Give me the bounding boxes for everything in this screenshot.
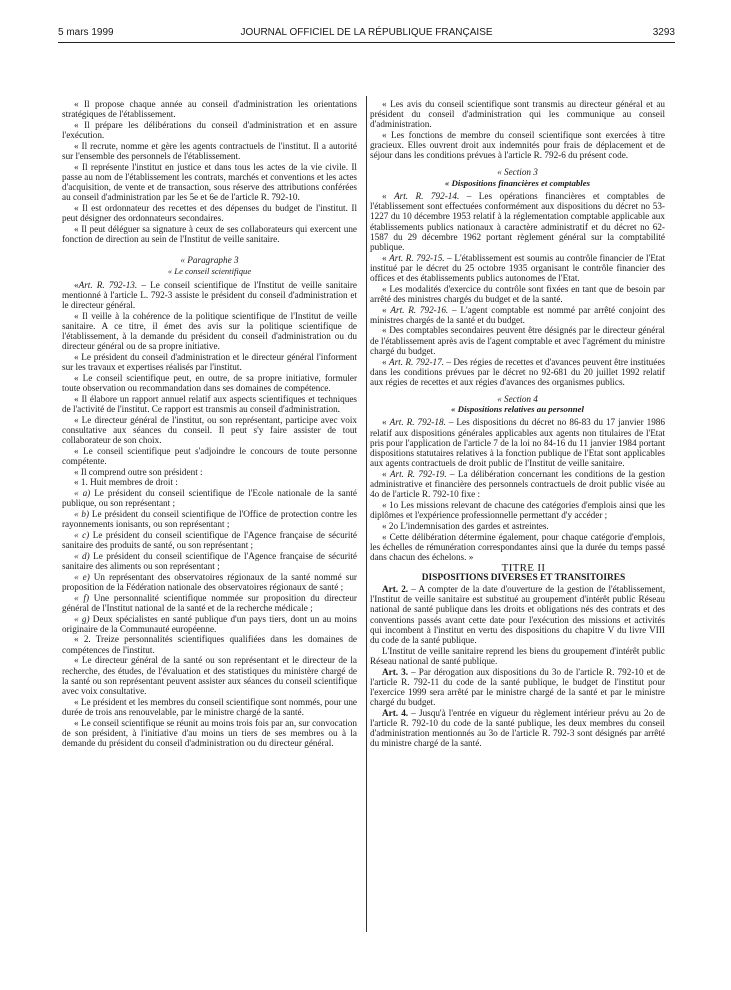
list-item: [62, 509, 357, 529]
list-item: [62, 530, 357, 550]
paragraph: « Cette délibération détermine également, pour chaque catégorie d'emplois, les échelles de rémunération correspondantes ainsi que la durée du temps passé dans chacun des échelons. »: [370, 531, 665, 562]
paragraph: « Il élabore un rapport annuel relatif aux aspects scientifiques et techniques de l'activité de l'institut. Ce rapport est transmis au conseil d'administration.: [62, 393, 357, 414]
list-label: « d): [74, 550, 90, 561]
article-text: – L'établissement est soumis au contrôle financier de l'Etat institué par le décret du 25 octobre 1935 organisant le contrôle financier des offices et des établissements publics autonomes de l'Etat.: [370, 252, 665, 283]
article-label: Art. 3.: [382, 666, 409, 677]
list-label: « a): [74, 488, 91, 499]
section-heading: « Section 4: [497, 393, 538, 404]
article-reference: Art. R. 792-17.: [388, 356, 445, 367]
list-item: [62, 593, 357, 613]
list-label: « f): [74, 592, 90, 603]
paragraph: « 2o L'indemnisation des gardes et astreintes.: [382, 520, 549, 531]
paragraph: « Les modalités d'exercice du contrôle sont fixées en tant que de besoin par arrêté des ministres chargés du budget et de la santé.: [370, 283, 665, 304]
article-text: – A compter de la date d'ouverture de la gestion de l'établissement, l'Institut de veille sanitaire est substitué au groupement d'intérêt public Réseau national de santé publique dans les droits et obligations nés des contrats et des conventions passés avant cette date pour l'exécution des missions et activités qui incombent à l'institut en vertu des dispositions du chapitre V du livre VIII du code de la santé publique.: [370, 584, 665, 645]
list-label: « c): [74, 529, 90, 540]
article-paragraph: « Art. R. 792-17. – Des régies de recettes et d'avances peuvent être instituées dans les conditions prévues par le décret no 92-681 du 20 juillet 1992 relatif aux régies de recettes et aux régies d'avances des organismes publics.: [370, 356, 665, 387]
right-column: [370, 99, 665, 749]
paragraph: « Le directeur général de l'institut, ou son représentant, participe avec voix consultative aux séances du conseil. Il peut s'y faire assister de tout collaborateur de son choix.: [62, 414, 357, 445]
article-text: – L'agent comptable est nommé par arrêté conjoint des ministres chargés de la santé et du budget.: [370, 304, 666, 325]
list-text: Un représentant des observatoires régionaux de la santé nommé sur proposition de la Fédération nationale des observatoires régionaux de santé ;: [62, 571, 357, 592]
list-item: [62, 488, 357, 508]
list-text: Deux spécialistes en santé publique d'un pays tiers, dont un au moins originaire de la Communauté européenne.: [62, 613, 357, 634]
article-paragraph: [62, 280, 357, 310]
paragraph: « Le président et les membres du conseil scientifique sont nommés, pour une durée de trois ans renouvelable, par le ministre chargé de la santé.: [62, 696, 357, 717]
page-header: [58, 27, 675, 41]
list-item: [62, 551, 357, 571]
list-label: « g): [74, 613, 90, 624]
header-date: 5 mars 1999: [58, 27, 114, 38]
section-title: « Dispositions relatives au personnel: [451, 404, 584, 415]
paragraph: « Il prépare les délibérations du conseil d'administration et en assure l'exécution.: [62, 119, 357, 141]
list-text: Une personnalité scientifique nommée sur proposition du directeur général de l'Institut national de la santé et de la recherche médicale ;: [62, 592, 357, 613]
article-label: Art. 2.: [382, 584, 409, 595]
paragraph: « Le conseil scientifique peut, en outre, de sa propre initiative, formuler toute observation ou recommandation dans ses domaines de compétence.: [62, 372, 357, 393]
list-text: Le président du conseil scientifique de l'Agence française de sécurité sanitaire des produits de santé, ou son représentant ;: [62, 529, 357, 551]
paragraph: « Le conseil scientifique peut s'adjoindre le concours de toute personne compétente.: [62, 445, 357, 466]
article-paragraph: [370, 667, 665, 708]
paragraph: « 1o Les missions relevant de chacune des catégories d'emplois ainsi que les diplômes et l'expérience professionnelle permettant d'y accéder ;: [370, 499, 665, 521]
paragraph: « Les avis du conseil scientifique sont transmis au directeur général et au président du conseil d'administration qui les communique au conseil d'administration.: [370, 99, 665, 130]
article-reference: Art. R. 792-14.: [394, 191, 460, 202]
article-text: – Jusqu'à l'entrée en vigueur du règlement intérieur prévu au 2o de l'article R. 792-10 du code de la santé publique, les deux membres du conseil d'administration mentionnés au 3o de l'article R. 792-3 sont désignés par arrêté du ministre chargé de la santé.: [370, 707, 665, 749]
article-text: – Des régies de recettes et d'avances peuvent être instituées dans les conditions prévues par le décret no 92-681 du 20 juillet 1992 relatif aux régies de recettes et aux régies d'avances des organismes publics.: [370, 356, 665, 387]
paragraph: « Il recrute, nomme et gère les agents contractuels de l'institut. Il a autorité sur l'ensemble des personnels de l'établissement.: [62, 140, 357, 161]
article-paragraph: « Art. R. 792-14. – Les opérations financières et comptables de l'établissement sont effectuées conformément aux dispositions du décret no 53-1227 du 10 décembre 1953 relatif à la réglementation comptable applicable aux établissements publics nationaux à caractère administratif et du décret no 62-1587 du 29 décembre 1962 portant règlement général sur la comptabilité publique.: [370, 191, 666, 252]
paragraph: « Il représente l'institut en justice et dans tous les actes de la vie civile. Il passe au nom de l'établissement les contrats, marchés et conventions et les actes d'acquisition, de vente et de transaction, sous réserve des attributions conférées au conseil d'administration par les 5e et 6e de l'article R. 792-10.: [62, 161, 357, 203]
article-text: – Les dispositions du décret no 86-83 du 17 janvier 1986 relatif aux dispositions générales applicables aux agents non titulaires de l'Etat pris pour l'application de l'article 7 de la loi no 84-16 du 11 janvier 1984 portant dispositions statutaires relatives à la fonction publique de l'Etat sont applicables aux agents contractuels de droit public de l'Institut de veille sanitaire.: [370, 417, 665, 469]
paragraph: « Le directeur général de la santé ou son représentant et le directeur de la recherche, des études, de l'évaluation et des statistiques du ministère chargé de la santé ou son représentant peuvent assister aux séances du conseil scientifique avec voix consultative.: [62, 655, 357, 696]
paragraph: « Le président du conseil d'administration et le directeur général l'informent sur les travaux et expertises réalisés par l'institut.: [62, 351, 357, 373]
article-text: – Les opérations financières et comptables de l'établissement sont effectuées conformément aux dispositions du décret no 53-1227 du 10 décembre 1953 relatif à la réglementation comptable applicable aux établissements publics nationaux à caractère administratif et du décret no 62-1587 du 29 décembre 1962 portant règlement général sur la comptabilité publique.: [370, 191, 666, 252]
header-journal-title: JOURNAL OFFICIEL DE LA RÉPUBLIQUE FRANÇAISE: [240, 27, 493, 38]
paragraph: « Il propose chaque année au conseil d'administration les orientations stratégiques de l'établissement.: [62, 99, 357, 120]
article-label: Art. 4.: [382, 707, 409, 718]
paragraph: « Il est ordonnateur des recettes et des dépenses du budget de l'institut. Il peut désigner des ordonnateurs secondaires.: [62, 202, 357, 224]
article-paragraph: [370, 708, 665, 749]
list-text: Le président du conseil scientifique de l'Agence française de sécurité sanitaire des aliments ou son représentant ;: [62, 550, 357, 571]
titre-heading: TITRE II: [501, 561, 546, 574]
article-text: – La délibération concernant les conditions de la gestion administrative et financière des personnels contractuels de droit public visée au 4o de l'article R. 792-10 fixe :: [370, 468, 665, 500]
article-reference: Art. R. 792-18.: [389, 417, 446, 428]
quote-mark: «: [74, 279, 79, 290]
list-label: « b): [74, 509, 90, 520]
article-paragraph: [370, 584, 665, 645]
header-page-number: 3293: [652, 27, 675, 38]
list-item: [62, 572, 357, 592]
paragraph: « Les fonctions de membre du conseil scientifique sont exercées à titre gracieux. Elles ouvrent droit aux indemnités pour frais de déplacement et de séjour dans les conditions prévues à l'article R. 792-6 du présent code.: [370, 130, 665, 161]
column-divider: [366, 96, 367, 932]
titre-subheading: DISPOSITIONS DIVERSES ET TRANSITOIRES: [421, 573, 626, 584]
paragraph-heading: « Paragraphe 3: [180, 254, 239, 265]
article-reference: Art. R. 792-15.: [389, 252, 445, 263]
section-heading: « Section 3: [497, 167, 538, 178]
article-paragraph: « Art. R. 792-19. – La délibération concernant les conditions de la gestion administrative et financière des personnels contractuels de droit public visée au 4o de l'article R. 792-10 fixe :: [370, 468, 665, 500]
article-paragraph: « Art. R. 792-16. – L'agent comptable est nommé par arrêté conjoint des ministres chargés de la santé et du budget.: [370, 304, 666, 325]
list-item: [62, 614, 357, 634]
paragraph: « Il peut déléguer sa signature à ceux de ses collaborateurs qui exercent une fonction de direction au sein de l'Institut de veille sanitaire.: [62, 223, 357, 244]
paragraph: « Il comprend outre son président :: [74, 466, 203, 477]
article-text: – Le conseil scientifique de l'Institut de veille sanitaire mentionné à l'article L. 792-3 assiste le président du conseil d'administration et le directeur général.: [62, 279, 357, 310]
paragraph-title: « Le conseil scientifique: [167, 265, 252, 276]
section-title: « Dispositions financières et comptables: [444, 177, 591, 188]
paragraph: « 1. Huit membres de droit :: [74, 477, 178, 488]
list-text: Le président du conseil scientifique de l'Ecole nationale de la santé publique, ou son représentant ;: [62, 488, 357, 509]
article-reference: Art. R. 792-19.: [389, 468, 447, 479]
paragraph: L'Institut de veille sanitaire reprend les biens du groupement d'intérêt public Réseau national de santé publique.: [370, 645, 665, 666]
header-rule: [58, 42, 675, 43]
paragraph: « Le conseil scientifique se réunit au moins trois fois par an, sur convocation de son président, à l'initiative d'au moins un tiers de ses membres ou à la demande du président du conseil d'administration ou du directeur général.: [62, 717, 357, 748]
list-label: « e): [74, 571, 90, 582]
article-reference: Art. R. 792-13.: [78, 279, 138, 290]
paragraph: « Des comptables secondaires peuvent être désignés par le directeur général de l'établissement après avis de l'agent comptable et avec l'agrément du ministre chargé du budget.: [370, 325, 665, 356]
article-text: – Par dérogation aux dispositions du 3o de l'article R. 792-10 et de l'article R. 792-11 du code de la santé publique, le budget de l'institut pour l'exercice 1999 sera arrêté par le ministre chargé de la santé et par le ministre chargé du budget.: [370, 666, 665, 708]
article-paragraph: « Art. R. 792-15. – L'établissement est soumis au contrôle financier de l'Etat institué par le décret du 25 octobre 1935 organisant le contrôle financier des offices et des établissements publics autonomes de l'Etat.: [370, 252, 665, 283]
list-text: Le président du conseil scientifique de l'Office de protection contre les rayonnements ionisants, ou son représentant ;: [62, 509, 357, 530]
article-paragraph: « Art. R. 792-18. – Les dispositions du décret no 86-83 du 17 janvier 1986 relatif aux dispositions générales applicables aux agents non titulaires de l'Etat pris pour l'application de l'article 7 de la loi no 84-16 du 11 janvier 1984 portant dispositions statutaires relatives à la fonction publique de l'Etat sont applicables aux agents contractuels de droit public de l'Institut de veille sanitaire.: [370, 417, 665, 469]
paragraph: « 2. Treize personnalités scientifiques qualifiées dans les domaines de compétences de l'institut.: [62, 634, 357, 655]
article-reference: Art. R. 792-16.: [390, 304, 449, 315]
paragraph: « Il veille à la cohérence de la politique scientifique de l'Institut de veille sanitaire. A ce titre, il émet des avis sur la politique scientifique de l'établissement, à la demande du président du conseil d'administration ou du directeur général ou de sa propre initiative.: [62, 310, 357, 352]
left-column: [62, 99, 357, 749]
